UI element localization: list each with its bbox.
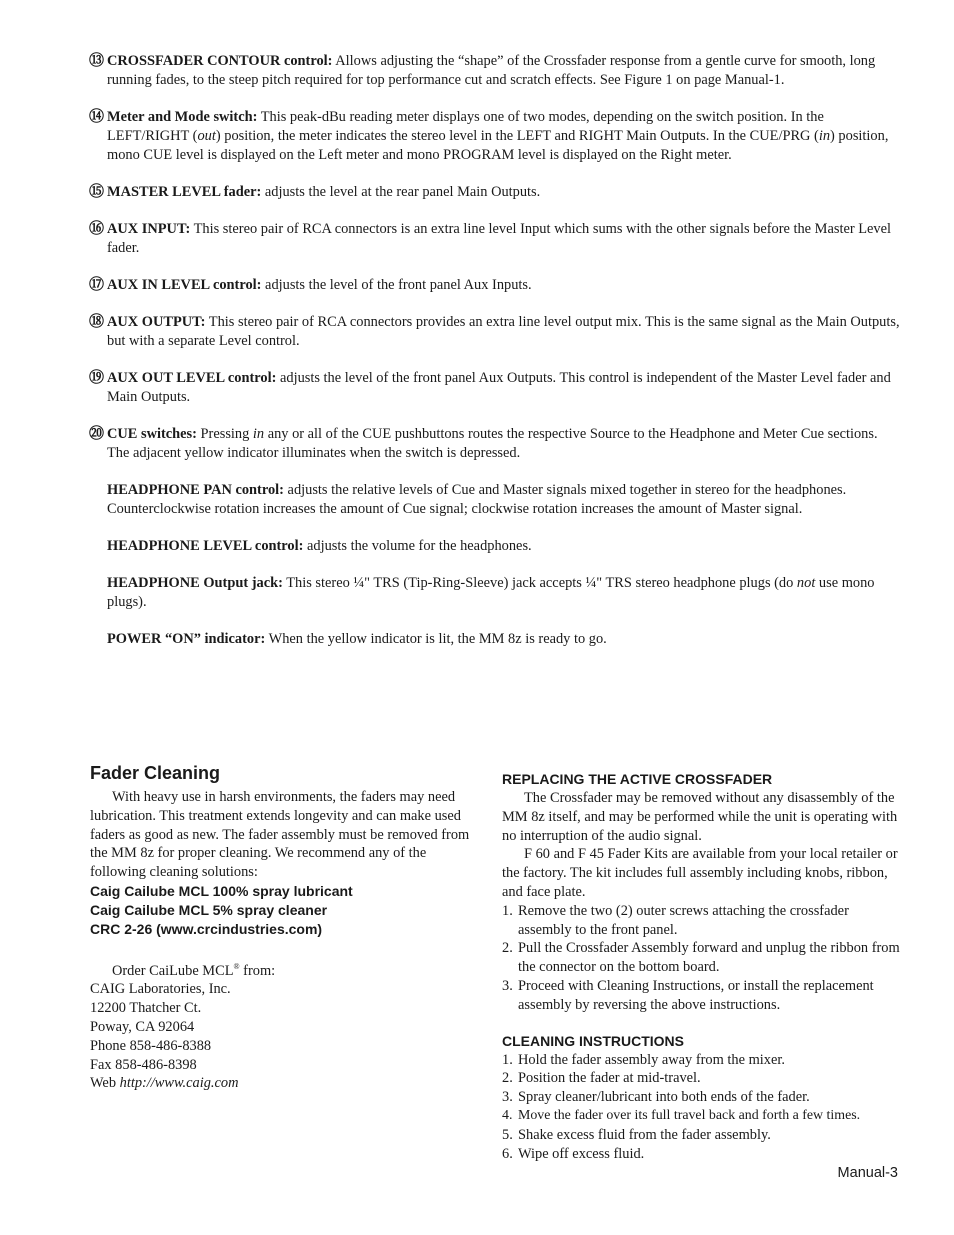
item-number: ⑭ xyxy=(89,109,105,125)
list-item xyxy=(502,1145,900,1164)
list-item xyxy=(502,902,900,940)
term: AUX IN LEVEL control: xyxy=(107,277,262,293)
description: ) position, mono CUE level is displayed on the Left meter and mono PROGRAM level is displayed on the Right meter. xyxy=(107,128,889,163)
def-aux-in-level xyxy=(90,276,900,295)
step-number: 3. xyxy=(502,1089,513,1106)
item-number: ⑯ xyxy=(89,221,105,237)
def-aux-input xyxy=(90,220,900,258)
list-item xyxy=(502,1126,900,1145)
step-text: Remove the two (2) outer screws attaching the crossfader assembly to the front panel. xyxy=(518,902,849,938)
step-number: 5. xyxy=(502,1126,513,1143)
step-text: Move the fader over its full travel back and forth a few times. xyxy=(518,1107,861,1123)
product-item: Caig Cailube MCL 100% spray lubricant xyxy=(90,882,353,899)
replacing-section xyxy=(502,770,900,1163)
address-line: 12200 Thatcher Ct. xyxy=(90,1000,202,1017)
description: adjusts the level at the rear panel Main Outputs. xyxy=(261,184,541,200)
web-label: Web xyxy=(90,1075,120,1092)
description: adjusts the volume for the headphones. xyxy=(303,538,532,554)
control-definitions xyxy=(90,52,900,667)
fax-line: Fax 858-486-8398 xyxy=(90,1056,197,1073)
item-number: ⑱ xyxy=(89,314,105,330)
term: HEADPHONE Output jack: xyxy=(107,575,283,591)
description: adjusts the level of the front panel Aux Inputs. xyxy=(261,277,532,293)
step-text: Hold the fader assembly away from the mixer. xyxy=(518,1051,785,1068)
step-text: Wipe off excess fluid. xyxy=(518,1145,645,1162)
address-line: Poway, CA 92064 xyxy=(90,1018,195,1035)
def-headphone-jack xyxy=(90,574,900,612)
emphasis: not xyxy=(796,575,816,591)
def-crossfader-contour xyxy=(90,52,900,90)
web-line xyxy=(90,1074,482,1093)
description: This stereo pair of RCA connectors provides an extra line level output mix. This is the same signal as the Main Outputs, but with a separate Level control. xyxy=(107,314,900,349)
def-aux-out-level xyxy=(90,369,900,407)
emphasis: in xyxy=(252,426,265,442)
step-number: 2. xyxy=(502,940,513,957)
description: When the yellow indicator is lit, the MM 8z is ready to go. xyxy=(265,631,607,647)
list-item xyxy=(502,1088,900,1107)
description: ) position, the meter indicates the stereo level in the LEFT and RIGHT Main Outputs. In the CUE/PRG ( xyxy=(215,128,819,144)
term: AUX OUT LEVEL control: xyxy=(107,370,277,386)
term: Meter and Mode switch: xyxy=(107,109,258,125)
intro-paragraph: With heavy use in harsh environments, the faders may need lubrication. This treatment extends longevity and can make used faders as good as new. The fader assembly must be removed from the MM 8z for proper cleaning. We recommend any of the following cleaning solutions: xyxy=(90,789,470,881)
section-heading: CLEANING INSTRUCTIONS xyxy=(502,1032,684,1049)
item-number: ⑳ xyxy=(89,426,105,442)
list-item xyxy=(502,1069,900,1088)
def-headphone-pan xyxy=(90,481,900,519)
order-line xyxy=(90,958,482,981)
list-item xyxy=(502,1107,900,1126)
step-number: 2. xyxy=(502,1070,513,1087)
description: use mono plugs). xyxy=(107,575,875,610)
emphasis: in xyxy=(818,128,831,144)
term: CROSSFADER CONTOUR control: xyxy=(107,53,333,69)
replace-steps xyxy=(502,902,900,1015)
address-line: CAIG Laboratories, Inc. xyxy=(90,981,231,998)
def-cue-switches xyxy=(90,425,900,463)
list-item xyxy=(502,977,900,1015)
term: HEADPHONE PAN control: xyxy=(107,482,284,498)
phone-line: Phone 858-486-8388 xyxy=(90,1037,212,1054)
order-from: from: xyxy=(239,962,276,979)
def-power-indicator xyxy=(90,630,900,649)
list-item xyxy=(502,939,900,977)
term: AUX OUTPUT: xyxy=(107,314,206,330)
product-item: Caig Cailube MCL 5% spray cleaner xyxy=(90,901,328,918)
emphasis: out xyxy=(197,128,216,144)
paragraph: The Crossfader may be removed without any disassembly of the MM 8z itself, and may be performed while the unit is operating with no interruption of the audio signal. xyxy=(502,790,898,844)
description: any or all of the CUE pushbuttons routes the respective Source to the Headphone and Meter Cue sections. The adjacent yellow indicator illuminates when the switch is depressed. xyxy=(107,426,878,461)
web-url[interactable]: http://www.caig.com xyxy=(119,1075,239,1092)
def-master-level-fader xyxy=(90,183,900,202)
description: adjusts the level of the front panel Aux Outputs. This control is independent of the Master Level fader and Main Outputs. xyxy=(107,370,891,405)
term: POWER “ON” indicator: xyxy=(107,631,266,647)
description: Pressing xyxy=(196,426,253,442)
fader-cleaning-section xyxy=(90,762,482,1093)
def-headphone-level xyxy=(90,537,900,556)
item-number: ⑲ xyxy=(89,370,105,386)
step-text: Pull the Crossfader Assembly forward and unplug the ribbon from the connector on the bottom board. xyxy=(518,940,900,976)
section-heading: REPLACING THE ACTIVE CROSSFADER xyxy=(502,771,773,787)
term: CUE switches: xyxy=(107,426,197,442)
step-number: 6. xyxy=(502,1145,513,1162)
term: HEADPHONE LEVEL control: xyxy=(107,538,304,554)
item-number: ⑰ xyxy=(89,277,105,293)
step-number: 1. xyxy=(502,902,513,919)
description: adjusts the relative levels of Cue and Master signals mixed together in stereo for the headphones. Counterclockwise rotation increases the amount of Cue signal; clockwise rotation increases the amount of Master signal. xyxy=(107,482,847,517)
description: This stereo pair of RCA connectors is an extra line level Input which sums with the other signals before the Master Level fader. xyxy=(107,221,891,256)
description: This peak-dBu reading meter displays one of two modes, depending on the switch position. In the LEFT/RIGHT ( xyxy=(107,109,824,144)
step-text: Position the fader at mid-travel. xyxy=(518,1070,701,1087)
term: AUX INPUT: xyxy=(107,221,191,237)
item-number: ⑬ xyxy=(89,53,105,69)
cleaning-steps xyxy=(502,1051,900,1164)
step-text: Spray cleaner/lubricant into both ends of the fader. xyxy=(518,1089,810,1106)
page-number: Manual-3 xyxy=(837,1165,898,1181)
item-number: ⑮ xyxy=(89,184,105,200)
order-text: Order CaiLube MCL xyxy=(112,962,234,979)
term: MASTER LEVEL fader: xyxy=(107,184,262,200)
step-number: 3. xyxy=(502,977,513,994)
list-item xyxy=(502,1051,900,1070)
product-item: CRC 2-26 (www.crcindustries.com) xyxy=(90,920,323,937)
paragraph: F 60 and F 45 Fader Kits are available from your local retailer or the factory. The kit includes full assembly including knobs, ribbon, and face plate. xyxy=(502,846,898,900)
def-meter-mode-switch xyxy=(90,108,900,165)
registered-mark: ® xyxy=(233,961,240,971)
description: This stereo ¼" TRS (Tip-Ring-Sleeve) jack accepts ¼" TRS stereo headphone plugs (do xyxy=(282,575,797,591)
step-number: 4. xyxy=(502,1107,513,1123)
step-text: Shake excess fluid from the fader assembly. xyxy=(518,1126,771,1143)
def-aux-output xyxy=(90,313,900,351)
section-heading: Fader Cleaning xyxy=(90,763,221,783)
description: Allows adjusting the “shape” of the Crossfader response from a gentle curve for smooth, long running fades, to the steep pitch required for top performance cut and scratch effects. See Figure 1 on page Manual-1. xyxy=(107,53,876,88)
step-number: 1. xyxy=(502,1051,513,1068)
step-text: Proceed with Cleaning Instructions, or install the replacement assembly by reversing the above instructions. xyxy=(518,977,874,1013)
